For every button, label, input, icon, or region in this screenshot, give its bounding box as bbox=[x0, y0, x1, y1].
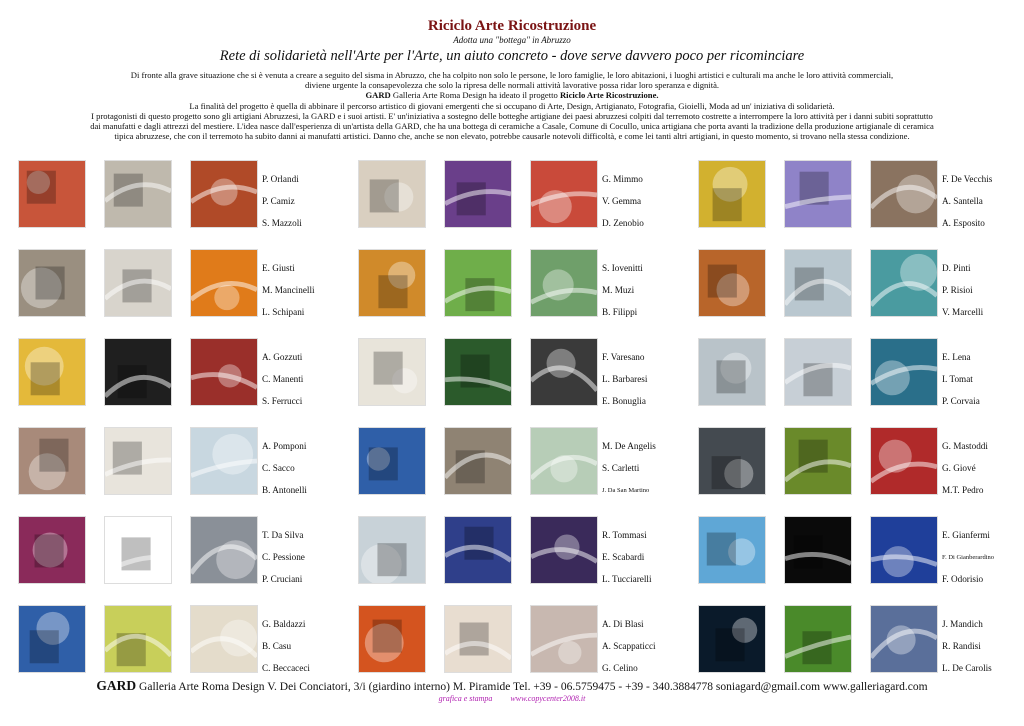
artwork-thumbnail bbox=[870, 160, 938, 228]
artwork-image bbox=[871, 161, 937, 227]
artwork-thumbnail bbox=[18, 160, 86, 228]
artist-name: G. Celino bbox=[602, 663, 638, 673]
artwork-thumbnail bbox=[530, 338, 598, 406]
artist-name: A. Di Blasi bbox=[602, 619, 644, 629]
artwork-image bbox=[785, 250, 851, 316]
artwork-image bbox=[445, 339, 511, 405]
artwork-thumbnail bbox=[698, 249, 766, 317]
artwork-thumbnail bbox=[870, 249, 938, 317]
artist-name: R. Tommasi bbox=[602, 530, 647, 540]
artist-name: V. Marcelli bbox=[942, 307, 984, 317]
artist-name: A. Pomponi bbox=[262, 441, 307, 451]
artwork-thumbnail bbox=[190, 160, 258, 228]
intro-line: tipica abruzzese, che con il terremoto ha subito danni ai manufatti artistici. Danno che, anche se non elevato, potrebbe causarle notevoli difficoltà, e come lei tanti altri artigiani, in questo momento, si trovano nella stessa condizione. bbox=[114, 131, 910, 142]
artist-name: G. Baldazzi bbox=[262, 619, 306, 629]
artist-names bbox=[602, 352, 692, 418]
artist-names bbox=[942, 174, 1024, 240]
artwork-image bbox=[191, 161, 257, 227]
artwork-grid bbox=[18, 160, 1008, 672]
artist-name: C. Pessione bbox=[262, 552, 305, 562]
artist-name: A. Gozzuti bbox=[262, 352, 303, 362]
artwork-thumbnail bbox=[104, 605, 172, 673]
artwork-image bbox=[445, 428, 511, 494]
artwork-image bbox=[871, 250, 937, 316]
artist-name: F. Di Gianberardino bbox=[942, 554, 995, 561]
intro-line bbox=[26, 90, 998, 100]
artist-names bbox=[262, 441, 352, 507]
artist-name: J. Mandich bbox=[942, 619, 983, 629]
artist-name: A. Santella bbox=[942, 196, 983, 206]
artist-name: E. Giusti bbox=[262, 263, 295, 273]
artist-names bbox=[602, 174, 692, 240]
artist-name: E. Lena bbox=[942, 352, 971, 362]
artist-name: F. Odorisio bbox=[942, 574, 984, 584]
artwork-thumbnail bbox=[358, 160, 426, 228]
artwork-image bbox=[785, 606, 851, 672]
intro-line: diviene urgente la consapevolezza che solo la ripresa delle normali attività lavorative possa ridar loro speranza e dignità. bbox=[304, 80, 720, 91]
artwork-image bbox=[19, 161, 85, 227]
artist-name: L. Tucciarelli bbox=[602, 574, 652, 584]
artist-name: I. Tomat bbox=[942, 374, 973, 384]
artwork-image bbox=[445, 606, 511, 672]
artist-name: B. Filippi bbox=[602, 307, 638, 317]
artwork-image bbox=[531, 161, 597, 227]
artist-names bbox=[942, 263, 1024, 329]
artwork-image bbox=[359, 250, 425, 316]
artist-name: A. Scappaticci bbox=[602, 641, 656, 651]
intro-line: La finalità del progetto è quella di abbinare il percorso artistico di giovani emergenti che si occupano di Arte, Design, Artigianato, Fotografia, Gioielli, Moda ad un' iniziativa di solidarietà. bbox=[189, 100, 835, 111]
artist-name: D. Pinti bbox=[942, 263, 971, 273]
artwork-image bbox=[871, 339, 937, 405]
artist-name: L. Barbaresi bbox=[602, 374, 648, 384]
artist-name: P. Orlandi bbox=[262, 174, 299, 184]
artwork-thumbnail bbox=[784, 249, 852, 317]
artwork-thumbnail bbox=[104, 249, 172, 317]
artwork-thumbnail bbox=[444, 516, 512, 584]
artist-name: F. Varesano bbox=[602, 352, 645, 362]
gard-name: GARD bbox=[365, 90, 391, 101]
artwork-thumbnail bbox=[18, 249, 86, 317]
artwork-thumbnail bbox=[784, 605, 852, 673]
artist-names bbox=[602, 441, 692, 507]
artist-name: P. Cruciani bbox=[262, 574, 303, 584]
artwork-thumbnail bbox=[190, 605, 258, 673]
artwork-thumbnail bbox=[444, 160, 512, 228]
artwork-image bbox=[359, 517, 425, 583]
artist-names bbox=[262, 174, 352, 240]
artwork-image bbox=[105, 339, 171, 405]
artist-name: T. Da Silva bbox=[262, 530, 304, 540]
artwork-thumbnail bbox=[444, 338, 512, 406]
artwork-thumbnail bbox=[698, 160, 766, 228]
artwork-thumbnail bbox=[358, 516, 426, 584]
artwork-image bbox=[531, 339, 597, 405]
artwork-thumbnail bbox=[104, 427, 172, 495]
artwork-image bbox=[19, 250, 85, 316]
artwork-image bbox=[19, 428, 85, 494]
artist-names bbox=[602, 263, 692, 329]
artist-name: M. De Angelis bbox=[602, 441, 656, 451]
artwork-image bbox=[531, 606, 597, 672]
artist-name: F. De Vecchis bbox=[942, 174, 993, 184]
artist-name: V. Gemma bbox=[602, 196, 642, 206]
footer-gard: GARD bbox=[96, 678, 137, 693]
print-credit bbox=[0, 694, 1024, 703]
artwork-image bbox=[191, 606, 257, 672]
artist-name: C. Manenti bbox=[262, 374, 304, 384]
artwork-thumbnail bbox=[870, 338, 938, 406]
artist-name: C. Beccaceci bbox=[262, 663, 310, 673]
artwork-thumbnail bbox=[190, 338, 258, 406]
intro-line: dai manufatti e dagli attrezzi del mestiere. L'idea nasce dall'esperienza di un'artista della GARD, che ha una bottega di ceramiche a Casale, Comune di Cocullo, unica artigiana che porta avanti la tradizione della produzione artigianale di ceramica bbox=[90, 121, 934, 132]
artwork-thumbnail bbox=[530, 249, 598, 317]
artwork-thumbnail bbox=[870, 427, 938, 495]
artwork-image bbox=[699, 517, 765, 583]
artwork-image bbox=[19, 517, 85, 583]
artwork-image bbox=[191, 428, 257, 494]
artwork-thumbnail bbox=[530, 160, 598, 228]
artist-name: L. Schipani bbox=[262, 307, 305, 317]
artist-name: E. Bonuglia bbox=[602, 396, 646, 406]
intro-line-text: Galleria Arte Roma Design ha ideato il progetto bbox=[390, 90, 560, 101]
artwork-thumbnail bbox=[698, 427, 766, 495]
artwork-thumbnail bbox=[104, 160, 172, 228]
artwork-thumbnail bbox=[530, 605, 598, 673]
footer bbox=[0, 678, 1024, 694]
artwork-thumbnail bbox=[784, 160, 852, 228]
artist-name: B. Antonelli bbox=[262, 485, 307, 495]
artist-names bbox=[942, 352, 1024, 418]
artwork-image bbox=[359, 339, 425, 405]
artist-name: P. Corvaia bbox=[942, 396, 980, 406]
artist-names bbox=[602, 619, 692, 685]
artwork-image bbox=[785, 161, 851, 227]
project-name: Riciclo Arte Ricostruzione. bbox=[559, 90, 659, 101]
artist-name: P. Camiz bbox=[262, 196, 295, 206]
artwork-image bbox=[445, 250, 511, 316]
artwork-image bbox=[105, 161, 171, 227]
header bbox=[0, 18, 1024, 65]
artwork-thumbnail bbox=[870, 516, 938, 584]
artist-name: M. Muzi bbox=[602, 285, 635, 295]
intro-line: I protagonisti di questo progetto sono gli artigiani Abruzzesi, la GARD e i suoi artisti. E' un'iniziativa a sostegno delle botteghe artigiane dei paesi abruzzesi colpiti dal terremoto costrette a interrompere la loro attività per i danni subiti soprattutto bbox=[91, 110, 933, 121]
artwork-thumbnail bbox=[444, 427, 512, 495]
artist-name: G. Mastoddi bbox=[942, 441, 988, 451]
artwork-image bbox=[699, 250, 765, 316]
artist-name: L. De Carolis bbox=[942, 663, 992, 673]
artwork-image bbox=[105, 517, 171, 583]
artist-names bbox=[942, 441, 1024, 507]
artist-name: C. Sacco bbox=[262, 463, 295, 473]
artwork-thumbnail bbox=[444, 249, 512, 317]
artwork-thumbnail bbox=[358, 338, 426, 406]
artwork-image bbox=[785, 517, 851, 583]
artwork-thumbnail bbox=[698, 605, 766, 673]
artwork-image bbox=[19, 339, 85, 405]
artwork-image bbox=[359, 161, 425, 227]
artwork-image bbox=[699, 428, 765, 494]
page-tagline: Rete di solidarietà nell'Arte per l'Arte, un aiuto concreto - dove serve davvero poco per ricominciare bbox=[219, 48, 805, 64]
artwork-image bbox=[19, 606, 85, 672]
artwork-image bbox=[871, 428, 937, 494]
artist-name: E. Scabardi bbox=[602, 552, 645, 562]
footer-contact: Galleria Arte Roma Design V. Dei Conciatori, 3/i (giardino interno) M. Piramide Tel. +39 - 06.5759475 - +39 - 340.3884778 soniagard@gmail.com www.galleriagard.com bbox=[136, 681, 928, 693]
artist-name: S. Ferrucci bbox=[262, 396, 303, 406]
artwork-image bbox=[785, 428, 851, 494]
artwork-image bbox=[445, 517, 511, 583]
artist-name: G. Giové bbox=[942, 463, 976, 473]
artwork-image bbox=[871, 606, 937, 672]
artist-name: S. Carletti bbox=[602, 463, 640, 473]
artwork-image bbox=[699, 339, 765, 405]
page-title: Riciclo Arte Ricostruzione bbox=[427, 18, 597, 34]
artist-names bbox=[262, 352, 352, 418]
artwork-thumbnail bbox=[190, 516, 258, 584]
artwork-thumbnail bbox=[18, 338, 86, 406]
artwork-image bbox=[191, 250, 257, 316]
artwork-image bbox=[359, 606, 425, 672]
artist-name: S. Mazzoli bbox=[262, 218, 302, 228]
intro-line: Di fronte alla grave situazione che si è venuta a creare a seguito del sisma in Abruzzo, che ha colpito non solo le persone, le loro famiglie, le loro abitazioni, i luoghi artistici e culturali ma anche le loro attività commerciali, bbox=[130, 70, 894, 80]
artist-name: P. Risioi bbox=[942, 285, 973, 295]
page-subtitle: Adotta una "bottega" in Abruzzo bbox=[453, 35, 571, 45]
artwork-thumbnail bbox=[358, 605, 426, 673]
artwork-thumbnail bbox=[18, 427, 86, 495]
artist-names bbox=[262, 530, 352, 596]
artwork-image bbox=[105, 250, 171, 316]
artist-names bbox=[942, 530, 1024, 596]
artwork-thumbnail bbox=[784, 338, 852, 406]
artist-name: R. Randisi bbox=[942, 641, 981, 651]
artist-name: M. Mancinelli bbox=[262, 285, 315, 295]
artist-name: G. Mimmo bbox=[602, 174, 643, 184]
artwork-thumbnail bbox=[190, 249, 258, 317]
artwork-image bbox=[191, 339, 257, 405]
artist-name: D. Zenobio bbox=[602, 218, 644, 228]
artwork-image bbox=[699, 161, 765, 227]
artwork-thumbnail bbox=[784, 516, 852, 584]
artist-names bbox=[942, 619, 1024, 685]
artwork-thumbnail bbox=[358, 427, 426, 495]
artwork-thumbnail bbox=[190, 427, 258, 495]
artist-names bbox=[602, 530, 692, 596]
artwork-image bbox=[445, 161, 511, 227]
artist-name: B. Casu bbox=[262, 641, 292, 651]
artist-name: J. Da San Martino bbox=[602, 487, 650, 494]
artwork-thumbnail bbox=[104, 516, 172, 584]
artwork-image bbox=[105, 606, 171, 672]
artwork-thumbnail bbox=[104, 338, 172, 406]
artwork-image bbox=[699, 606, 765, 672]
artwork-thumbnail bbox=[358, 249, 426, 317]
credit-website: www.copycenter2008.it bbox=[510, 694, 586, 703]
artwork-image bbox=[871, 517, 937, 583]
artist-names bbox=[262, 619, 352, 685]
artwork-thumbnail bbox=[784, 427, 852, 495]
artwork-image bbox=[105, 428, 171, 494]
artwork-thumbnail bbox=[870, 605, 938, 673]
intro-text bbox=[26, 70, 998, 141]
credit-label: grafica e stampa bbox=[438, 694, 493, 703]
artwork-image bbox=[531, 517, 597, 583]
artwork-image bbox=[531, 428, 597, 494]
artist-name: A. Esposito bbox=[942, 218, 985, 228]
artwork-thumbnail bbox=[444, 605, 512, 673]
artwork-image bbox=[359, 428, 425, 494]
artwork-thumbnail bbox=[698, 338, 766, 406]
artwork-image bbox=[785, 339, 851, 405]
artwork-image bbox=[191, 517, 257, 583]
artwork-thumbnail bbox=[18, 605, 86, 673]
artwork-thumbnail bbox=[530, 427, 598, 495]
artist-name: M.T. Pedro bbox=[942, 485, 984, 495]
artist-name: E. Gianfermi bbox=[942, 530, 990, 540]
artwork-thumbnail bbox=[18, 516, 86, 584]
artist-name: S. Iovenitti bbox=[602, 263, 643, 273]
artwork-thumbnail bbox=[530, 516, 598, 584]
artwork-thumbnail bbox=[698, 516, 766, 584]
artwork-image bbox=[531, 250, 597, 316]
artist-names bbox=[262, 263, 352, 329]
